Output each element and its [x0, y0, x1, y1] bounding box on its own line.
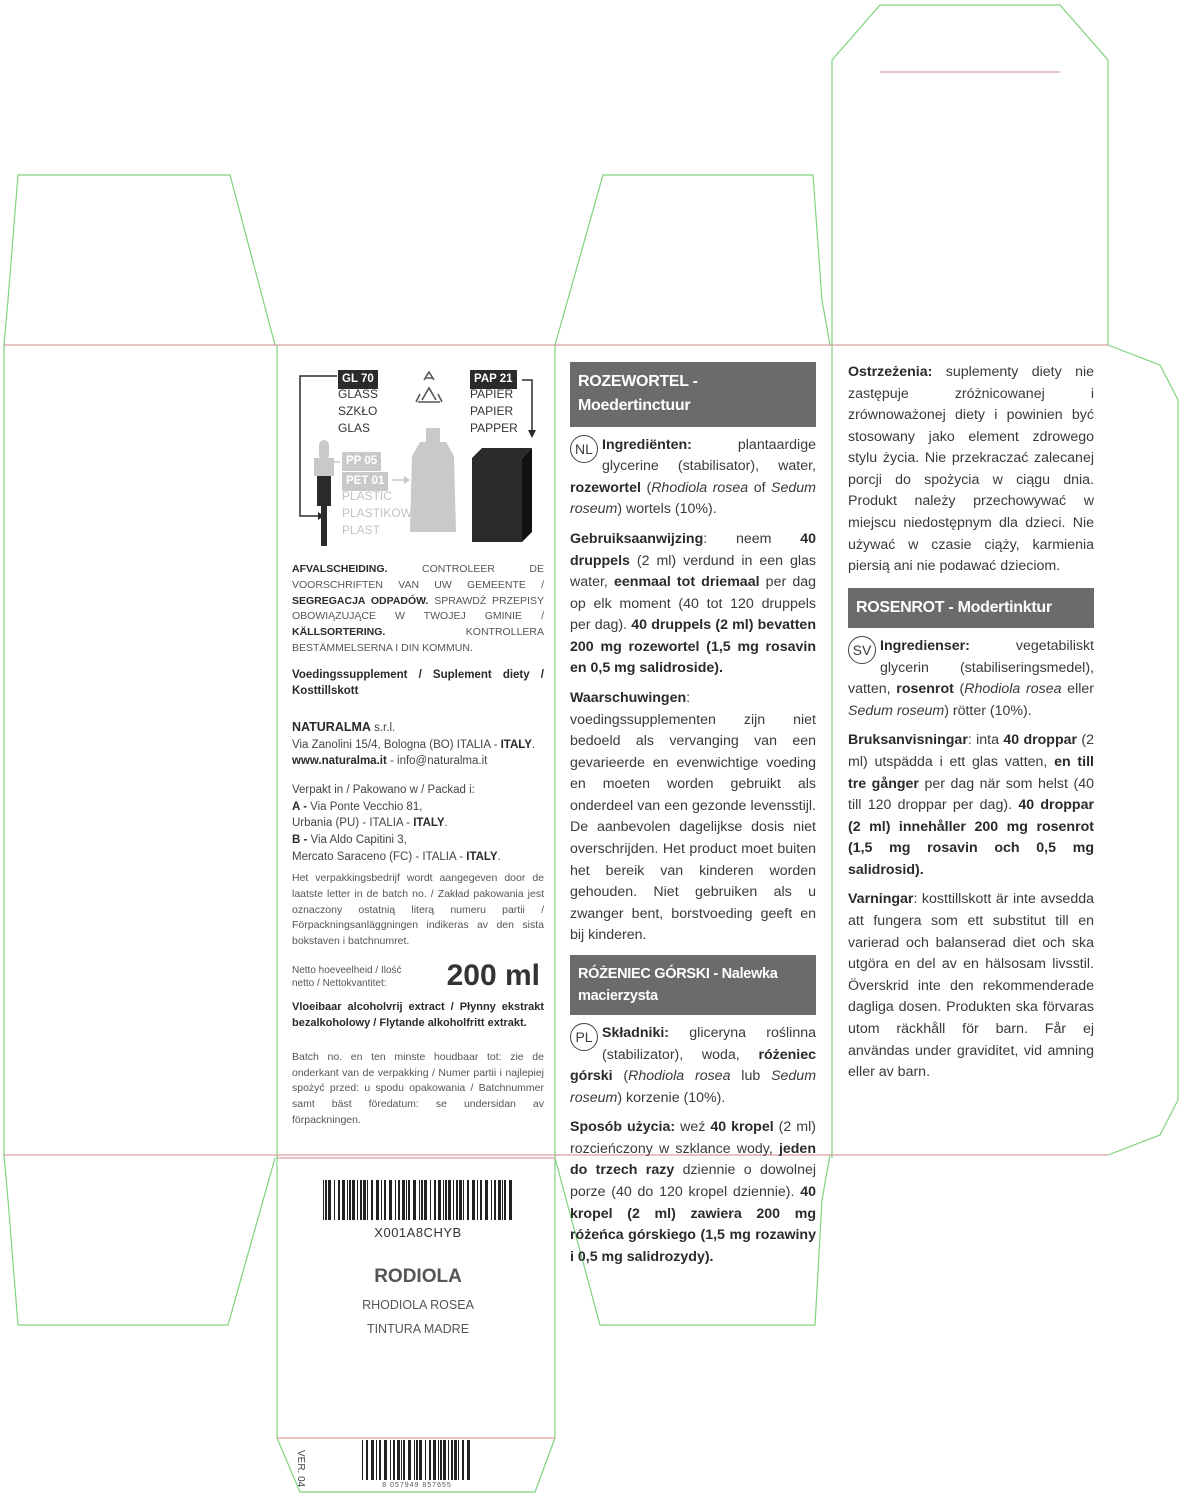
- barcode-bar: [384, 1180, 386, 1220]
- barcode-bar: [462, 1440, 464, 1480]
- company-name: NATURALMA: [292, 719, 371, 734]
- barcode-bar: [438, 1440, 439, 1480]
- barcode-bar: [342, 1180, 345, 1220]
- barcode-bar: [448, 1180, 451, 1220]
- pl-warnings: Ostrzeżenia: suplementy diety nie zastępuje zróżnicowanej i zrównoważonej diety i powinien być stosowany jako element zdrowego stylu życia. Nie przekraczać zalecanej porcji do spożycia w ciągu dnia. Produkt należy przechowywać w miejscu niedostępnym dla dzieci. Nie używać w czasie ciąży, karmienia piersią ani nie podawać dzieciom.: [848, 364, 1094, 575]
- paper-name-sv: PAPPER: [470, 420, 518, 435]
- barcode-bar: [349, 1180, 351, 1220]
- barcode-bar: [491, 1180, 492, 1220]
- barcode-bar: [362, 1440, 363, 1480]
- nl-warnings: Waarschuwingen: voedingssupplementen zijn niet bedoeld als vervanging van een gevarieerde en evenwichtige voeding en moeten worden gebruikt als onderdeel van een gezonde levensstijl. De aanbevolen dagelijkse dosis niet overschrijden. Het product moet buiten het bereik van kinderen worden gehouden. Niet gebruiken als u zwanger bent, borstvoeding geeft en bij kinderen.: [570, 689, 816, 944]
- dropper-bottle-icon: [314, 440, 334, 546]
- pl-language-badge: PL: [570, 1023, 598, 1051]
- barcode-bar: [389, 1180, 392, 1220]
- barcode-bar: [502, 1180, 503, 1220]
- barcode-bar: [357, 1180, 358, 1220]
- barcode-bar: [397, 1440, 400, 1480]
- plastic-name-en: PLASTIC: [342, 489, 393, 503]
- barcode-bar: [433, 1440, 436, 1480]
- net-quantity: [292, 960, 544, 998]
- barcode-bar: [504, 1180, 506, 1220]
- company-block: [292, 718, 544, 770]
- barcode-bar: [406, 1180, 407, 1220]
- barcode-bar: [451, 1440, 453, 1480]
- nl-header: ROZEWORTEL - Moedertinctuur: [570, 362, 816, 427]
- paper-label: [470, 386, 518, 436]
- barcode-bar: [429, 1440, 431, 1480]
- barcode-bar: [477, 1180, 478, 1220]
- paper-box-icon: [472, 448, 532, 542]
- barcode-bar: [456, 1180, 458, 1220]
- packer-note: Het verpakkingsbedrijf wordt aangegeven door de laatste letter in de batch no. / Zakład pakowania jest oznaczony ostatnią literą numeru partii / Förpackningsanläggningen indikeras av den sista bokstaven i batchnumret.: [292, 872, 544, 948]
- barcode-bar: [419, 1180, 420, 1220]
- glass-name-sv: GLAS: [338, 420, 371, 435]
- barcode-bar: [347, 1180, 348, 1220]
- barcode-bar: [379, 1440, 381, 1480]
- supplement-label: Voedingssupplement / Suplement diety / Kosttillskott: [292, 668, 544, 698]
- nl-pl-panel: [570, 362, 816, 1276]
- sv-header: ROSENROT - Modertinktur: [848, 588, 1094, 628]
- barcode-bar: [498, 1180, 501, 1220]
- recycling-section: [292, 368, 544, 558]
- barcode-bar: [463, 1180, 464, 1220]
- latin-name: RHODIOLA ROSEA: [362, 1298, 474, 1312]
- barcode-bar: [494, 1180, 496, 1220]
- barcode-bar: [414, 1440, 415, 1480]
- barcode-bar: [430, 1180, 431, 1220]
- barcode-bar: [390, 1440, 391, 1480]
- barcode-bar: [458, 1440, 459, 1480]
- sv-language-badge: SV: [848, 636, 876, 664]
- barcode-bar: [395, 1180, 396, 1220]
- glass-label: [338, 386, 378, 436]
- plastic-name-pl: PLASTIKOWY: [342, 505, 421, 520]
- barcode-bar: [381, 1180, 382, 1220]
- ean-barcode: [362, 1440, 472, 1482]
- dieline-glue-flap: [1108, 345, 1178, 1155]
- barcode-bar: [440, 1440, 442, 1480]
- product-name: RODIOLA: [374, 1266, 462, 1287]
- barcode-bar: [334, 1180, 335, 1220]
- barcode-bar: [376, 1180, 379, 1220]
- barcode-bar: [454, 1440, 457, 1480]
- nl-usage: Gebruiksaanwijzing: neem 40 druppels (2 ml) verdund in een glas water, eenmaal tot driemaal per dag op elk moment (40 tot 120 druppels per dag). 40 druppels (2 ml) bevatten 200 mg rozewortel (1,5 mg rosavin en 0,5 mg salidroside).: [570, 530, 817, 677]
- sv-usage: Bruksanvisningar: inta 40 droppar (2 ml) utspädda i ett glas vatten, en till tre gånger per dag när som helst (40 till 120 droppar per dag). 40 droppar (2 ml) innehåller 200 mg rosenrot (1,5 mg rosavin och 0,5 mg salidrosid).: [848, 732, 1095, 878]
- barcode-bar: [408, 1180, 410, 1220]
- glass-name-pl: SZKŁO: [338, 403, 378, 418]
- barcode-bar: [467, 1440, 470, 1480]
- barcode-bar: [393, 1440, 395, 1480]
- barcode-bar: [408, 1440, 411, 1480]
- barcode-bar: [443, 1440, 446, 1480]
- barcode-bar: [480, 1180, 482, 1220]
- paper-name-pl: PAPIER: [470, 403, 514, 418]
- barcode-bar: [453, 1180, 454, 1220]
- amazon-barcode: [323, 1180, 513, 1222]
- barcode-bar: [401, 1440, 402, 1480]
- pet-code-tag: PET 01: [342, 472, 388, 491]
- barcode-bar: [421, 1180, 423, 1220]
- extract-type: Vloeibaar alcoholvrij extract / Płynny ekstrakt bezalkoholowy / Flytande alkoholfritt extrakt.: [292, 1000, 544, 1029]
- info-panel: [292, 368, 544, 1137]
- dieline-tuck-flap: [832, 5, 1108, 345]
- barcode-bar: [416, 1440, 418, 1480]
- email-text: - info@naturalma.it: [386, 755, 488, 768]
- barcode-bar: [398, 1180, 400, 1220]
- plastic-label: [342, 488, 420, 538]
- barcode-text: X001A8CHYB: [374, 1225, 462, 1240]
- product-type: TINTURA MADRE: [366, 1322, 470, 1336]
- barcode-bar: [352, 1180, 355, 1220]
- barcode-bar: [448, 1440, 449, 1480]
- net-quantity-value: 200 ml: [446, 958, 540, 992]
- barcode-bar: [434, 1180, 436, 1220]
- company-suffix: s.r.l.: [370, 721, 396, 734]
- paper-name-nl: PAPIER: [470, 387, 514, 401]
- barcode-bar: [509, 1180, 512, 1220]
- company-address: Via Zanolini 15/4, Bologna (BO) ITALIA - ITALY.: [292, 738, 536, 751]
- packed-in-block: Verpakt in / Pakowano w / Packad i: A - Via Ponte Vecchio 81, Urbania (PU) - ITALIA - ITALY. B - Via Aldo Capitini 3, Mercato Saraceno (FC) - ITALIA - ITALY.: [292, 782, 544, 865]
- barcode-bar: [438, 1180, 441, 1220]
- barcode-bar: [371, 1180, 373, 1220]
- barcode-bar: [419, 1440, 422, 1480]
- dieline-mid-top-flap: [555, 175, 830, 345]
- pl-sv-panel: [848, 362, 1094, 1092]
- glass-code-tag: GL 70: [338, 370, 378, 389]
- barcode-bar: [425, 1440, 426, 1480]
- barcode-bar: [445, 1180, 447, 1220]
- barcode-bar: [467, 1180, 469, 1220]
- barcode-bar: [443, 1180, 444, 1220]
- barcode-bar: [424, 1180, 427, 1220]
- barcode-bar: [384, 1440, 387, 1480]
- pl-header: RÓŻENIEC GÓRSKI - Nalewka macierzysta: [570, 955, 816, 1015]
- barcode-bar: [325, 1180, 327, 1220]
- pl-dose-text: 40 kropel (2 ml) zawiera 200 mg różeńca górskiego (1,5 mg rozawiny i 0,5 mg salidrozydy).: [570, 1184, 816, 1265]
- barcode-bar: [413, 1180, 416, 1220]
- dieline-left-top-flap: [4, 175, 275, 345]
- nl-language-badge: NL: [570, 435, 598, 463]
- recycle-icon: [416, 372, 442, 402]
- pp-code-tag: PP 05: [342, 452, 381, 471]
- paper-code-tag: PAP 21: [470, 370, 517, 389]
- barcode-bar: [328, 1180, 331, 1220]
- pl-ingredients: PL Składniki: gliceryna roślinna (stabilizator), woda, różeniec górski (Rhodiola rosea lub Sedum roseum) korzenie (10%).: [570, 1024, 817, 1106]
- barcode-bar: [367, 1180, 368, 1220]
- net-quantity-label: Netto hoeveelheid / Ilość netto / Nettokvantitet:: [292, 964, 402, 989]
- barcode-bar: [323, 1180, 324, 1220]
- ean-digits: 8 057949 857655: [382, 1482, 452, 1489]
- barcode-bar: [402, 1180, 405, 1220]
- website-link[interactable]: www.naturalma.it: [292, 755, 387, 768]
- barcode-bar: [338, 1180, 340, 1220]
- barcode-bar: [376, 1440, 377, 1480]
- barcode-bar: [360, 1180, 362, 1220]
- dieline-left-bottom-flap: [4, 1155, 275, 1325]
- version-label: VER. 04: [295, 1450, 306, 1488]
- nl-ingredients: NL Ingrediënten: plantaardige glycerine (stabilisator), water, rozewortel (Rhodiola rosea of Sedum roseum) wortels (10%).: [570, 436, 816, 518]
- packed-in-label: Verpakt in / Pakowano w / Packad i:: [292, 783, 475, 796]
- sv-ingredients: SV Ingredienser: vegetabiliskt glycerin (stabiliseringsmedel), vatten, rosenrot (Rhodiola rosea eller Sedum roseum) rötter (10%).: [848, 638, 1094, 719]
- barcode-bar: [366, 1440, 368, 1480]
- glass-name-en: GLASS: [338, 387, 379, 401]
- barcode-bar: [472, 1180, 475, 1220]
- waste-separation-text: AFVALSCHEIDING. CONTROLEER DE VOORSCHRIFTEN VAN UW GEMEENTE / SEGREGACJA ODPADÓW. SPRAWDŹ PRZEPISY OBOWIĄZUJĄCE W TWOJEJ GMINIE / KÄLLSORTERING. KONTROLLERA BESTÄMMELSERNA I DIN KOMMUN.: [292, 563, 544, 654]
- barcode-bar: [459, 1180, 462, 1220]
- barcode-bar: [485, 1180, 488, 1220]
- sv-warnings: Varningar: kosttillskott är inte avsedda att fungera som ett substitut till en varierad och balanserad diet och ska utgöra en del av en hälsosam livsstil. Överskrid inte den rekommenderade dagliga dosen. Produkten ska förvaras utom räckhåll för barn. Får ej användas under graviditet, vid amning eller av barn.: [848, 891, 1094, 1081]
- barcode-bar: [363, 1180, 366, 1220]
- pl-usage: Sposób użycia: weź 40 kropel (2 ml) rozcieńczony w szklance wody, jeden do trzech razy dziennie o dowolnej porze (40 do 120 kropel dziennie). 40 kropel (2 ml) zawiera 200 mg różeńca górskiego (1,5 mg rozawiny i 0,5 mg salidrozydy).: [570, 1119, 816, 1265]
- plastic-name-sv: PLAST: [342, 522, 381, 537]
- barcode-bar: [403, 1440, 405, 1480]
- batch-note: Batch no. en ten minste houdbaar tot: zie de onderkant van de verpakking / Numer partii i najlepiej spożyć przed: u spodu opakowania / Batchnummer samt bäst föredatum: se undersidan av förpackningen.: [292, 1050, 544, 1126]
- barcode-bar: [371, 1440, 374, 1480]
